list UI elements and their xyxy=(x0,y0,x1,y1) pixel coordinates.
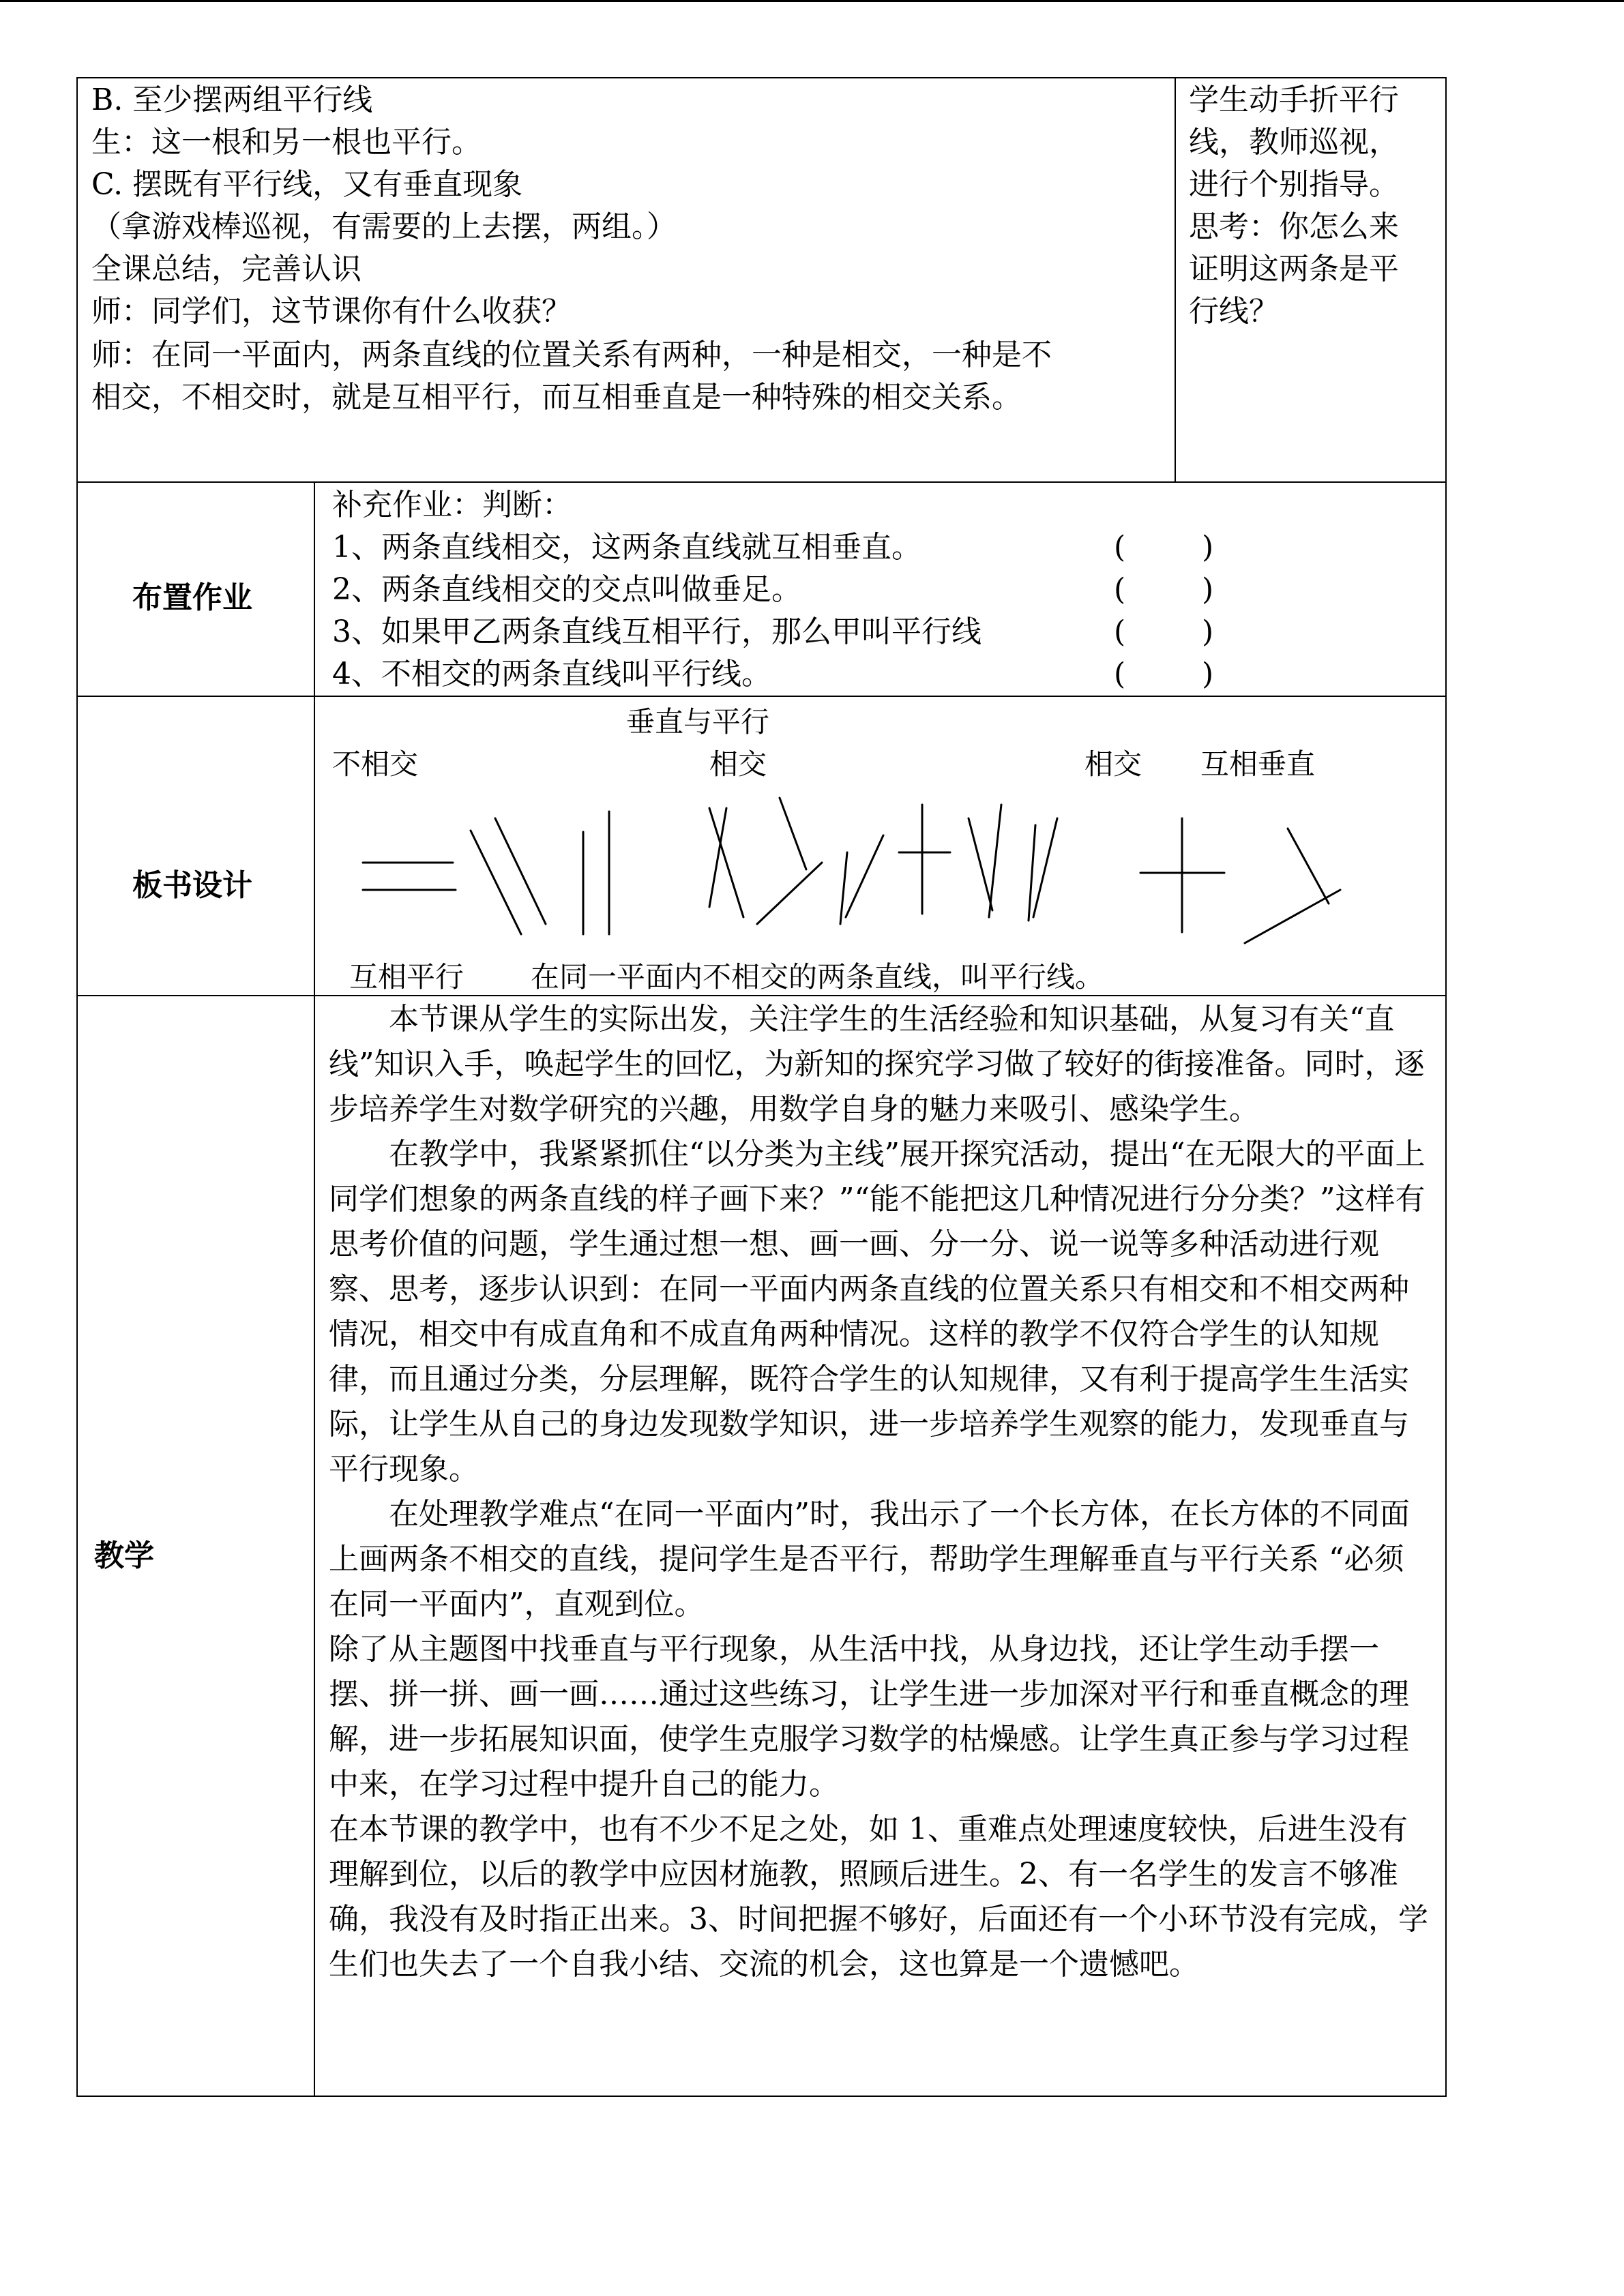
text-line: 师：同学们，这节课你有什么收获？ xyxy=(91,294,572,329)
text-line: C. 摆既有平行线，又有垂直现象 xyxy=(91,167,523,202)
perpendicular-plus xyxy=(1140,818,1224,932)
perpendicular-slanted xyxy=(1245,829,1340,943)
homework-title: 补充作业：判断： xyxy=(332,488,572,522)
text-line: 生：这一根和另一根也平行。 xyxy=(91,125,482,160)
answer-blank: ( ) xyxy=(1114,614,1214,649)
note-line: 证明这两条是平 xyxy=(1189,252,1399,286)
homework-label: 布置作业 xyxy=(132,580,252,615)
board-label: 板书设计 xyxy=(132,868,252,903)
note-line: 线，教师巡视， xyxy=(1189,125,1399,160)
text-line: 相交，不相交时，就是互相平行，而互相垂直是一种特殊的相交关系。 xyxy=(91,380,1022,415)
text-line: 师：在同一平面内，两条直线的位置关系有两种，一种是相交，一种是不 xyxy=(91,338,1052,372)
homework-item: 1、两条直线相交，这两条直线就互相垂直。 xyxy=(332,530,921,565)
answer-blank: ( ) xyxy=(1114,530,1214,565)
reflection-label: 教学 xyxy=(94,1538,154,1573)
note-line: 思考：你怎么来 xyxy=(1189,209,1399,244)
reflection-content xyxy=(329,997,1430,1987)
intersecting-corner xyxy=(757,798,822,924)
note-line: 行线？ xyxy=(1189,294,1279,329)
homework-item: 3、如果甲乙两条直线互相平行，那么甲叫平行线 xyxy=(332,614,981,649)
reflection-paragraph: 本节课从学生的实际出发，关注学生的生活经验和知识基础，从复习有关“直线”知识入手，唤起学生的回忆，为新知的探究学习做了较好的街接准备。同时，逐步培养学生对数学研究的兴趣，用数学自身的魅力来吸引、感染学生。 xyxy=(329,1002,1425,1127)
narrow-v-lines xyxy=(969,805,1001,917)
text-line: （拿游戏棒巡视，有需要的上去摆，两组。） xyxy=(91,209,677,244)
board-definition: 在同一平面内不相交的两条直线，叫平行线。 xyxy=(531,960,1104,994)
homework-item: 4、不相交的两条直线叫平行线。 xyxy=(332,657,771,691)
answer-blank: ( ) xyxy=(1114,572,1214,607)
perpendicular-cross xyxy=(899,805,950,914)
reflection-paragraph: 除了从主题图中找垂直与平行现象，从生活中找，从身边找，还让学生动手摆一摆、拼一拼、画一画……通过这些练习，让学生进一步加深对平行和垂直概念的理解，进一步拓展知识面，使学生克服学习数学的枯燥感。让学生真正参与学习过程中来，在学习过程中提升自己的能力。 xyxy=(329,1632,1409,1802)
note-line: 进行个别指导。 xyxy=(1189,167,1399,202)
text-line: 全课总结，完善认识 xyxy=(91,252,361,286)
note-line: 学生动手折平行 xyxy=(1189,83,1399,117)
slanted-intersecting-lines xyxy=(840,835,883,924)
board-perpendicular-label: 互相垂直 xyxy=(1200,747,1316,781)
crossing-lines xyxy=(709,808,743,917)
vertical-parallel-lines xyxy=(583,811,609,934)
text-line: B. 至少摆两组平行线 xyxy=(91,83,373,117)
reflection-paragraph: 在本节课的教学中，也有不少不足之处，如 1、重难点处理速度较快，后进生没有理解到位，以后的教学中应因材施教，照顾后进生。2、有一名学生的发言不够准确，我没有及时指正出来。3、时间把握不够好，后面还有一个小环节没有完成，学生们也失去了一个自我小结、交流的机会，这也算是一个遗憾吧。 xyxy=(329,1812,1428,1982)
board-not-intersect-label: 不相交 xyxy=(332,747,419,781)
answer-blank: ( ) xyxy=(1114,657,1214,691)
narrow-crossing-lines xyxy=(1029,818,1057,921)
board-title: 垂直与平行 xyxy=(626,705,770,739)
reflection-paragraph: 在教学中，我紧紧抓住“以分类为主线”展开探究活动，提出“在无限大的平面上同学们想象的两条直线的样子画下来？”“能不能把这几种情况进行分分类？”这样有思考价值的问题，学生通过想一想、画一画、分一分、说一说等多种活动进行观察、思考，逐步认识到：在同一平面内两条直线的位置关系只有相交和不相交两种情况，相交中有成直角和不成直角两种情况。这样的教学不仅符合学生的认知规律，而且通过分类，分层理解，既符合学生的认知规律，又有利于提高学生生活实际，让学生从自己的身边发现数学知识，进一步培养学生观察的能力，发现垂直与平行现象。 xyxy=(329,1137,1426,1487)
table-border-bottom xyxy=(76,2096,1447,2097)
homework-item: 2、两条直线相交的交点叫做垂足。 xyxy=(332,572,801,607)
board-intersect-label: 相交 xyxy=(709,747,767,781)
board-parallel-label: 互相平行 xyxy=(349,960,464,994)
board-intersect-label-2: 相交 xyxy=(1084,747,1142,781)
horizontal-parallel-lines xyxy=(363,863,456,890)
slanted-parallel-lines xyxy=(471,818,546,934)
board-line-drawings xyxy=(0,0,1624,996)
reflection-paragraph: 在处理教学难点“在同一平面内”时，我出示了一个长方体，在长方体的不同面上画两条不相交的直线，提问学生是否平行，帮助学生理解垂直与平行关系 “必须在同一平面内”，直观到位。 xyxy=(329,1497,1410,1622)
